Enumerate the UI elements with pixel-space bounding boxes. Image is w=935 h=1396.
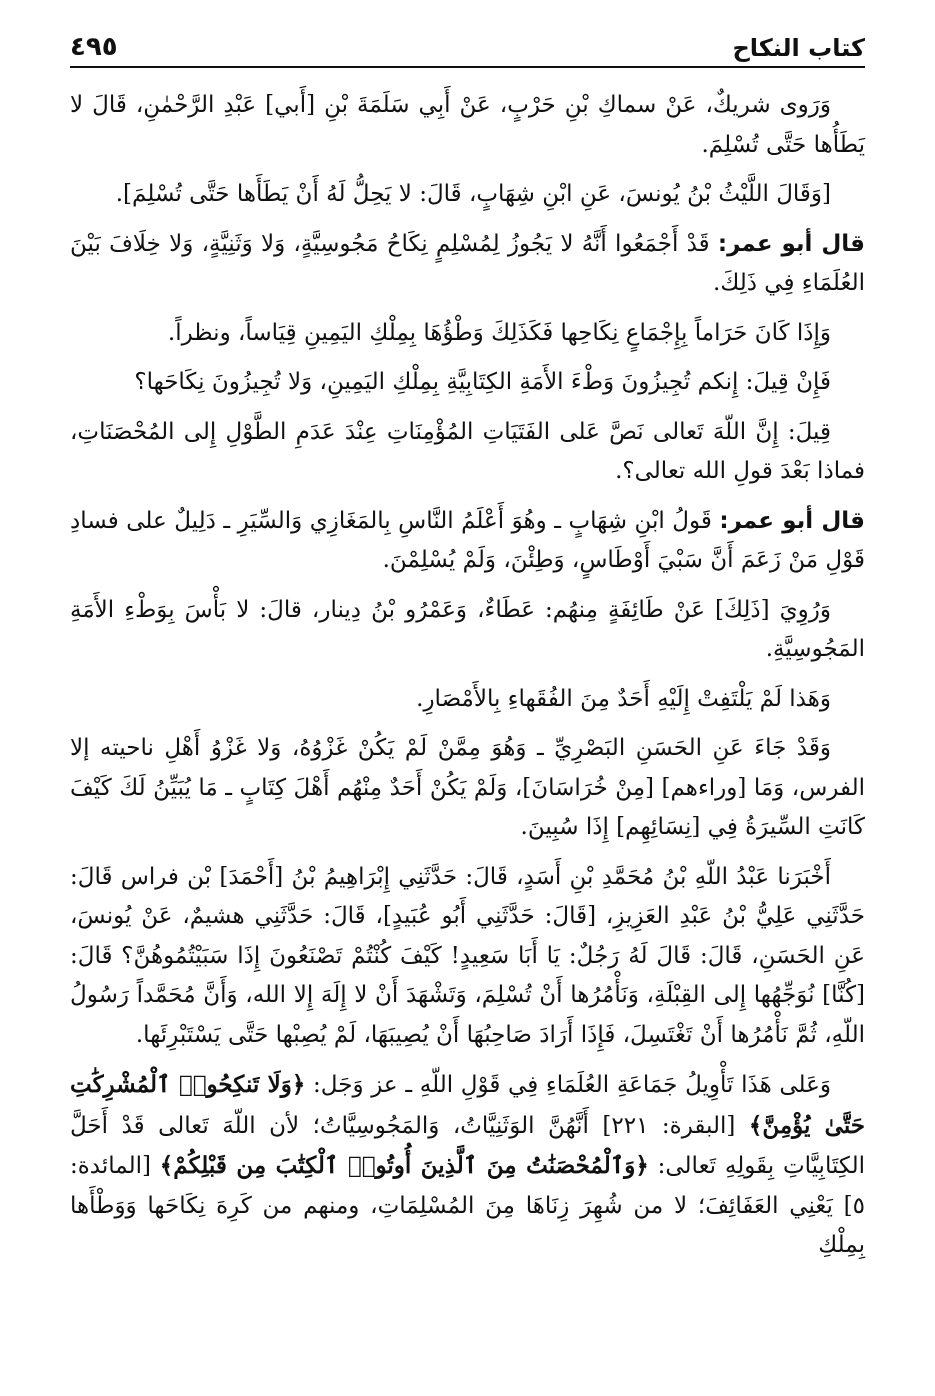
paragraph-text: قَولُ ابْنِ شِهَابٍ ـ وهُوَ أَعْلَمُ النَّاسِ بِالمَغَازِي وَالسِّيَرِ ـ دَلِيلٌ على فسادِ قَوْلِ مَنْ زَعَمَ أَنَّ سَبْيَ أَوْطَاسٍ، وَطِئْنَ، وَلَمْ يُسْلِمْنَ.	[70, 507, 865, 573]
body-text	[70, 86, 865, 1266]
speaker-label: قال أبو عمر:	[717, 230, 865, 257]
book-title: كتاب النكاح	[732, 34, 865, 62]
paragraph	[70, 502, 865, 581]
paragraph	[70, 175, 865, 215]
paragraph-text: وَعَلى هَذَا تَأْوِيلُ جَمَاعَةِ العُلَمَاءِ فِي قَوْلِ اللّهِ ـ عز وَجَل:	[305, 1072, 831, 1098]
page-number: ٤٩٥	[70, 32, 118, 62]
paragraph	[70, 1065, 865, 1266]
paragraph-text: وَهَذا لَمْ يَلْتَفِتْ إِلَيْهِ أَحَدٌ مِنَ الفُقَهاءِ بِالأَمْصَارِ.	[416, 685, 831, 712]
book-page	[70, 22, 865, 1382]
paragraph	[70, 858, 865, 1056]
paragraph	[70, 314, 865, 354]
paragraph-text: وَرُوِيَ [ذَلِكَ] عَنْ طَائِفَةٍ مِنهُم: عَطَاءٌ، وَعَمْرُو بْنُ دِينار، قالَ: لا بَأْسَ بِوَطْءِ الأَمَةِ المَجُوسِيَّةِ.	[70, 596, 865, 662]
paragraph	[70, 729, 865, 848]
paragraph-text: وَرَوى شريكٌ، عَنْ سماكِ بْنِ حَرْبٍ، عَنْ أَبِي سَلَمَةَ بْنِ [أَبي] عَبْدِ الرَّحْمٰنِ، قَالَ لا يَطَأُها حَتَّى تُسْلِمَ.	[70, 92, 865, 158]
quran-verse: ﴿وَلَا تَنكِحُوا۟ ٱلْمُشْرِكَٰتِ حَتَّىٰ يُؤْمِنَّ﴾	[70, 1071, 865, 1139]
running-header	[70, 22, 865, 68]
paragraph	[70, 363, 865, 403]
paragraph-text: [المائدة: ٥] يَعْنِي العَفَائِفَ؛ لا من شُهِرَ زِنَاهَا مِنَ المُسْلِمَاتِ، ومنهم من كَرِهَ نِكَاحَها وَوَطْأَها بِمِلْكِ	[70, 1153, 865, 1258]
paragraph-text: قَدْ أَجْمَعُوا أَنَّهُ لا يَجُوزُ لِمُسْلِمٍ نِكَاحُ مَجُوسِيَّةٍ، وَلا وَثَنِيَّةٍ، وَلا خِلَافَ بَيْنَ العُلَمَاءِ فِي ذَلِكَ.	[70, 230, 865, 296]
paragraph	[70, 86, 865, 165]
paragraph	[70, 591, 865, 670]
paragraph	[70, 413, 865, 492]
paragraph-text: [وَقَالَ اللَّيْثُ بْنُ يُونسَ، عَنِ ابْنِ شِهَابٍ، قَالَ: لا يَحِلُّ لَهُ أَنْ يَطَأَها حَتَّى تُسْلِمَ].	[115, 181, 831, 207]
paragraph-text: قِيلَ: إِنَّ اللّهَ تَعالى نَصَّ عَلى الفَتَيَاتِ المُؤْمِنَاتِ عِنْدَ عَدَمِ الطَّوْلِ إِلى المُحْصَنَاتِ، فماذا بَعْدَ قولِ الله تعالى؟.	[70, 418, 865, 484]
paragraph	[70, 680, 865, 720]
quran-verse: ﴿وَٱلْمُحْصَنَٰتُ مِنَ ٱلَّذِينَ أُوتُوا۟ ٱلْكِتَٰبَ مِن قَبْلِكُمْ﴾	[159, 1152, 649, 1179]
paragraph-text: فَإِنْ قِيلَ: إِنكم تُجِيزُونَ وَطْءَ الأَمَةِ الكِتَابِيَّةِ بِمِلْكِ اليَمِينِ، وَلا تُجِيزُونَ نِكَاحَها؟	[134, 369, 831, 395]
paragraph-text: [البقرة: ٢٢١] أَنَّهُنَّ الوَثَنِيَّاتُ، وَالمَجُوسِيَّاتُ؛ لأن اللّهَ تَعالى قَدْ أَحَلَّ الكِتَابِيَّاتِ بِقَولِهِ تَعالى:	[70, 1112, 866, 1179]
paragraph	[70, 225, 865, 304]
speaker-label: قال أبو عمر:	[719, 507, 865, 534]
paragraph-text: وَقَدْ جَاءَ عَنِ الحَسَنِ البَصْرِيِّ ـ وَهُوَ مِمَّنْ لَمْ يَكُنْ غَزْوُهُ، وَلا غَزْوُ أَهْلِ ناحيته إلا الفرس، وَمَا [وراءهم] [مِنْ خُرَاسَانَ]، وَلَمْ يَكُنْ أَحَدٌ مِنْهُم أَهْلَ كِتَابٍ ـ مَا يُبَيِّنُ لَكَ كَيْفَ كَانَتِ السِّيرَةُ فِي [نِسَائِهِم] إِذَا سُبِينَ.	[70, 735, 865, 840]
paragraph-text: أَخْبَرَنا عَبْدُ اللّهِ بْنُ مُحَمَّدِ بْنِ أَسَدٍ، قَالَ: حَدَّثَنِي إِبْرَاهِيمُ بْنُ [أَحْمَدَ] بْن فراس قَالَ: حَدَّثَنِي عَلِيُّ بْنُ عَبْدِ العَزِيزِ، [قَالَ: حَدَّثَنِي أَبُو عُبَيدٍ]، قَالَ: حَدَّثَنِي هشيمٌ، عَنْ يُونسَ، عَنِ الحَسَنِ، قَالَ: قَالَ لَهُ رَجُلٌ: يَا أَبَا سَعِيدٍ! كَيْفَ كُنْتُمْ تَصْنَعُونَ إِذَا سَبَيْتُمُوهُنَّ؟ قَالَ: [كُنَّا] نُوَجِّهُها إِلى القِبْلَةِ، وَنَأْمُرُها أَنْ تُسْلِمَ، وَتَشْهَدَ أَنْ لا إِلَهَ إِلا الله، وَأَنَّ مُحَمَّداً رَسُولُ اللّهِ، ثُمَّ نَأْمُرُها أَنْ تَغْتَسِلَ، فَإِذَا أَرَادَ صَاحِبُهَا أَنْ يُصِيبَهَا، لَمْ يُصِبْها حَتَّى يَسْتَبْرِئَها.	[70, 863, 865, 1048]
paragraph-text: وَإِذَا كَانَ حَرَاماً بِإِجْمَاعٍ نِكَاحِها فَكَذَلِكَ وَطْؤُهَا بِمِلْكِ اليَمِينِ قِيَاساً، ونظراً.	[167, 319, 831, 346]
